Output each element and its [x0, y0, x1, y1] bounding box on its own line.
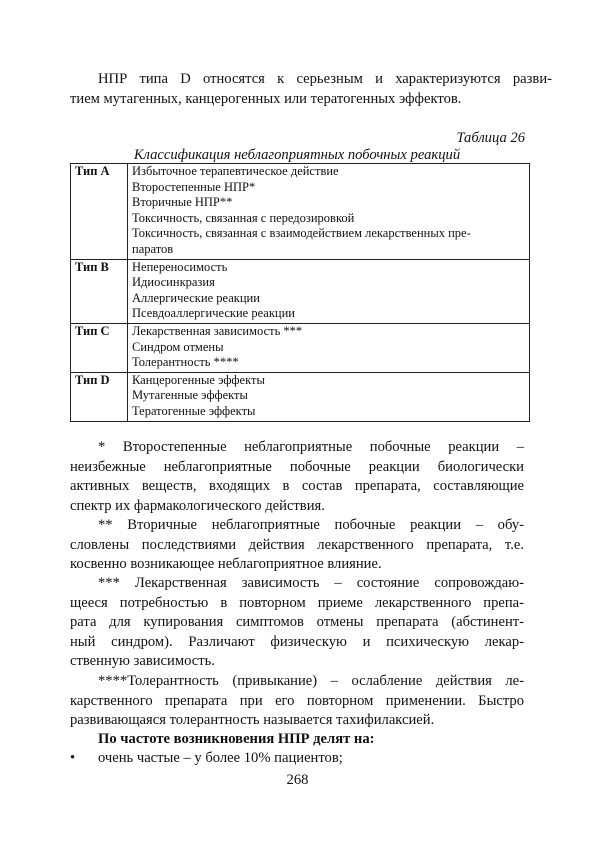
table-item: Второстепенные НПР*: [132, 179, 256, 194]
type-cell: Тип В: [71, 259, 128, 323]
type-cell: Тип А: [71, 164, 128, 260]
intro-line: тием мутагенных, канцерогенных или тератогенных эффектов.: [70, 90, 462, 107]
table-number: Таблица 26: [456, 130, 525, 146]
footnote-line: спектр их фармакологического действия.: [70, 497, 325, 514]
table-row: [71, 372, 530, 421]
intro-line: НПР типа D относятся к серьезным и характеризуются разви-: [98, 71, 552, 87]
bullet-item: очень частые – у более 10% пациентов;: [98, 750, 343, 766]
footnote-3: [70, 574, 524, 672]
table-row: [71, 164, 530, 260]
table-item: Аллергические реакции: [132, 290, 260, 305]
footnote-line: щееся потребностью в повторном приеме лекарственного препа-: [70, 594, 524, 611]
footnote-line: карственного препарата при его повторном применении. Быстро: [70, 692, 524, 709]
section-heading: По частоте возникновения НПР делят на:: [98, 731, 375, 747]
table-item: паратов: [132, 241, 174, 256]
items-cell: [128, 323, 530, 372]
table-item: Лекарственная зависимость ***: [132, 323, 303, 338]
footnote-line: ****Толерантность (привыкание) – ослабление действия ле-: [98, 673, 524, 689]
bullet-marker: •: [70, 750, 76, 766]
table-item: Псевдоаллергические реакции: [132, 306, 295, 321]
table-item: Толерантность ****: [132, 355, 239, 370]
footnote-line: ный синдром). Различают физическую и психическую лекар-: [70, 633, 524, 650]
table-item: Мутагенные эффекты: [132, 388, 248, 403]
table-item: Токсичность, связанная с передозировкой: [132, 210, 355, 225]
table-item: Избыточное терапевтическое действие: [132, 164, 339, 178]
intro-paragraph: [70, 70, 552, 109]
table-item: Канцерогенные эффекты: [132, 372, 265, 387]
footnote-line: *** Лекарственная зависимость – состояние сопровождаю-: [98, 575, 524, 591]
items-cell: [128, 372, 530, 421]
table-item: Идиосинкразия: [132, 275, 215, 290]
table-title: Классификация неблагоприятных побочных реакций: [133, 147, 461, 163]
footnote-line: неизбежные неблагоприятные побочные реакции биологически: [70, 458, 524, 475]
footnote-2: [70, 516, 524, 575]
table-row: [71, 259, 530, 323]
type-cell: Тип С: [71, 323, 128, 372]
items-cell: [128, 259, 530, 323]
footnote-line: ственную зависимость.: [70, 653, 215, 669]
table-row: [71, 323, 530, 372]
type-cell: Тип D: [71, 372, 128, 421]
classification-table: [70, 163, 530, 422]
footnote-line: * Второстепенные неблагоприятные побочные реакции –: [98, 439, 524, 455]
footnote-line: развивающаяся толерантность называется тахифилаксией.: [70, 712, 435, 728]
footnote-line: рата для купирования симптомов отмены препарата (абстинент-: [70, 614, 524, 630]
footnote-line: словлены последствиями действия лекарственного препарата, т.е.: [70, 536, 524, 553]
footnote-line: активных веществ, входящих в состав препарата, составляющие: [70, 478, 524, 494]
table-item: Непереносимость: [132, 259, 228, 274]
table-item: Вторичные НПР**: [132, 195, 233, 210]
footnote-4: [70, 672, 524, 731]
table-item: Тератогенные эффекты: [132, 403, 256, 418]
table-item: Токсичность, связанная с взаимодействием лекарственных пре-: [132, 226, 471, 241]
items-cell: [128, 164, 530, 260]
table-item: Синдром отмены: [132, 339, 224, 354]
footnote-line: косвенно возникающее неблагоприятное влияние.: [70, 556, 382, 572]
footnote-1: [70, 438, 524, 516]
footnote-line: ** Вторичные неблагоприятные побочные реакции – обу-: [98, 517, 524, 533]
page-number: 268: [286, 772, 309, 788]
